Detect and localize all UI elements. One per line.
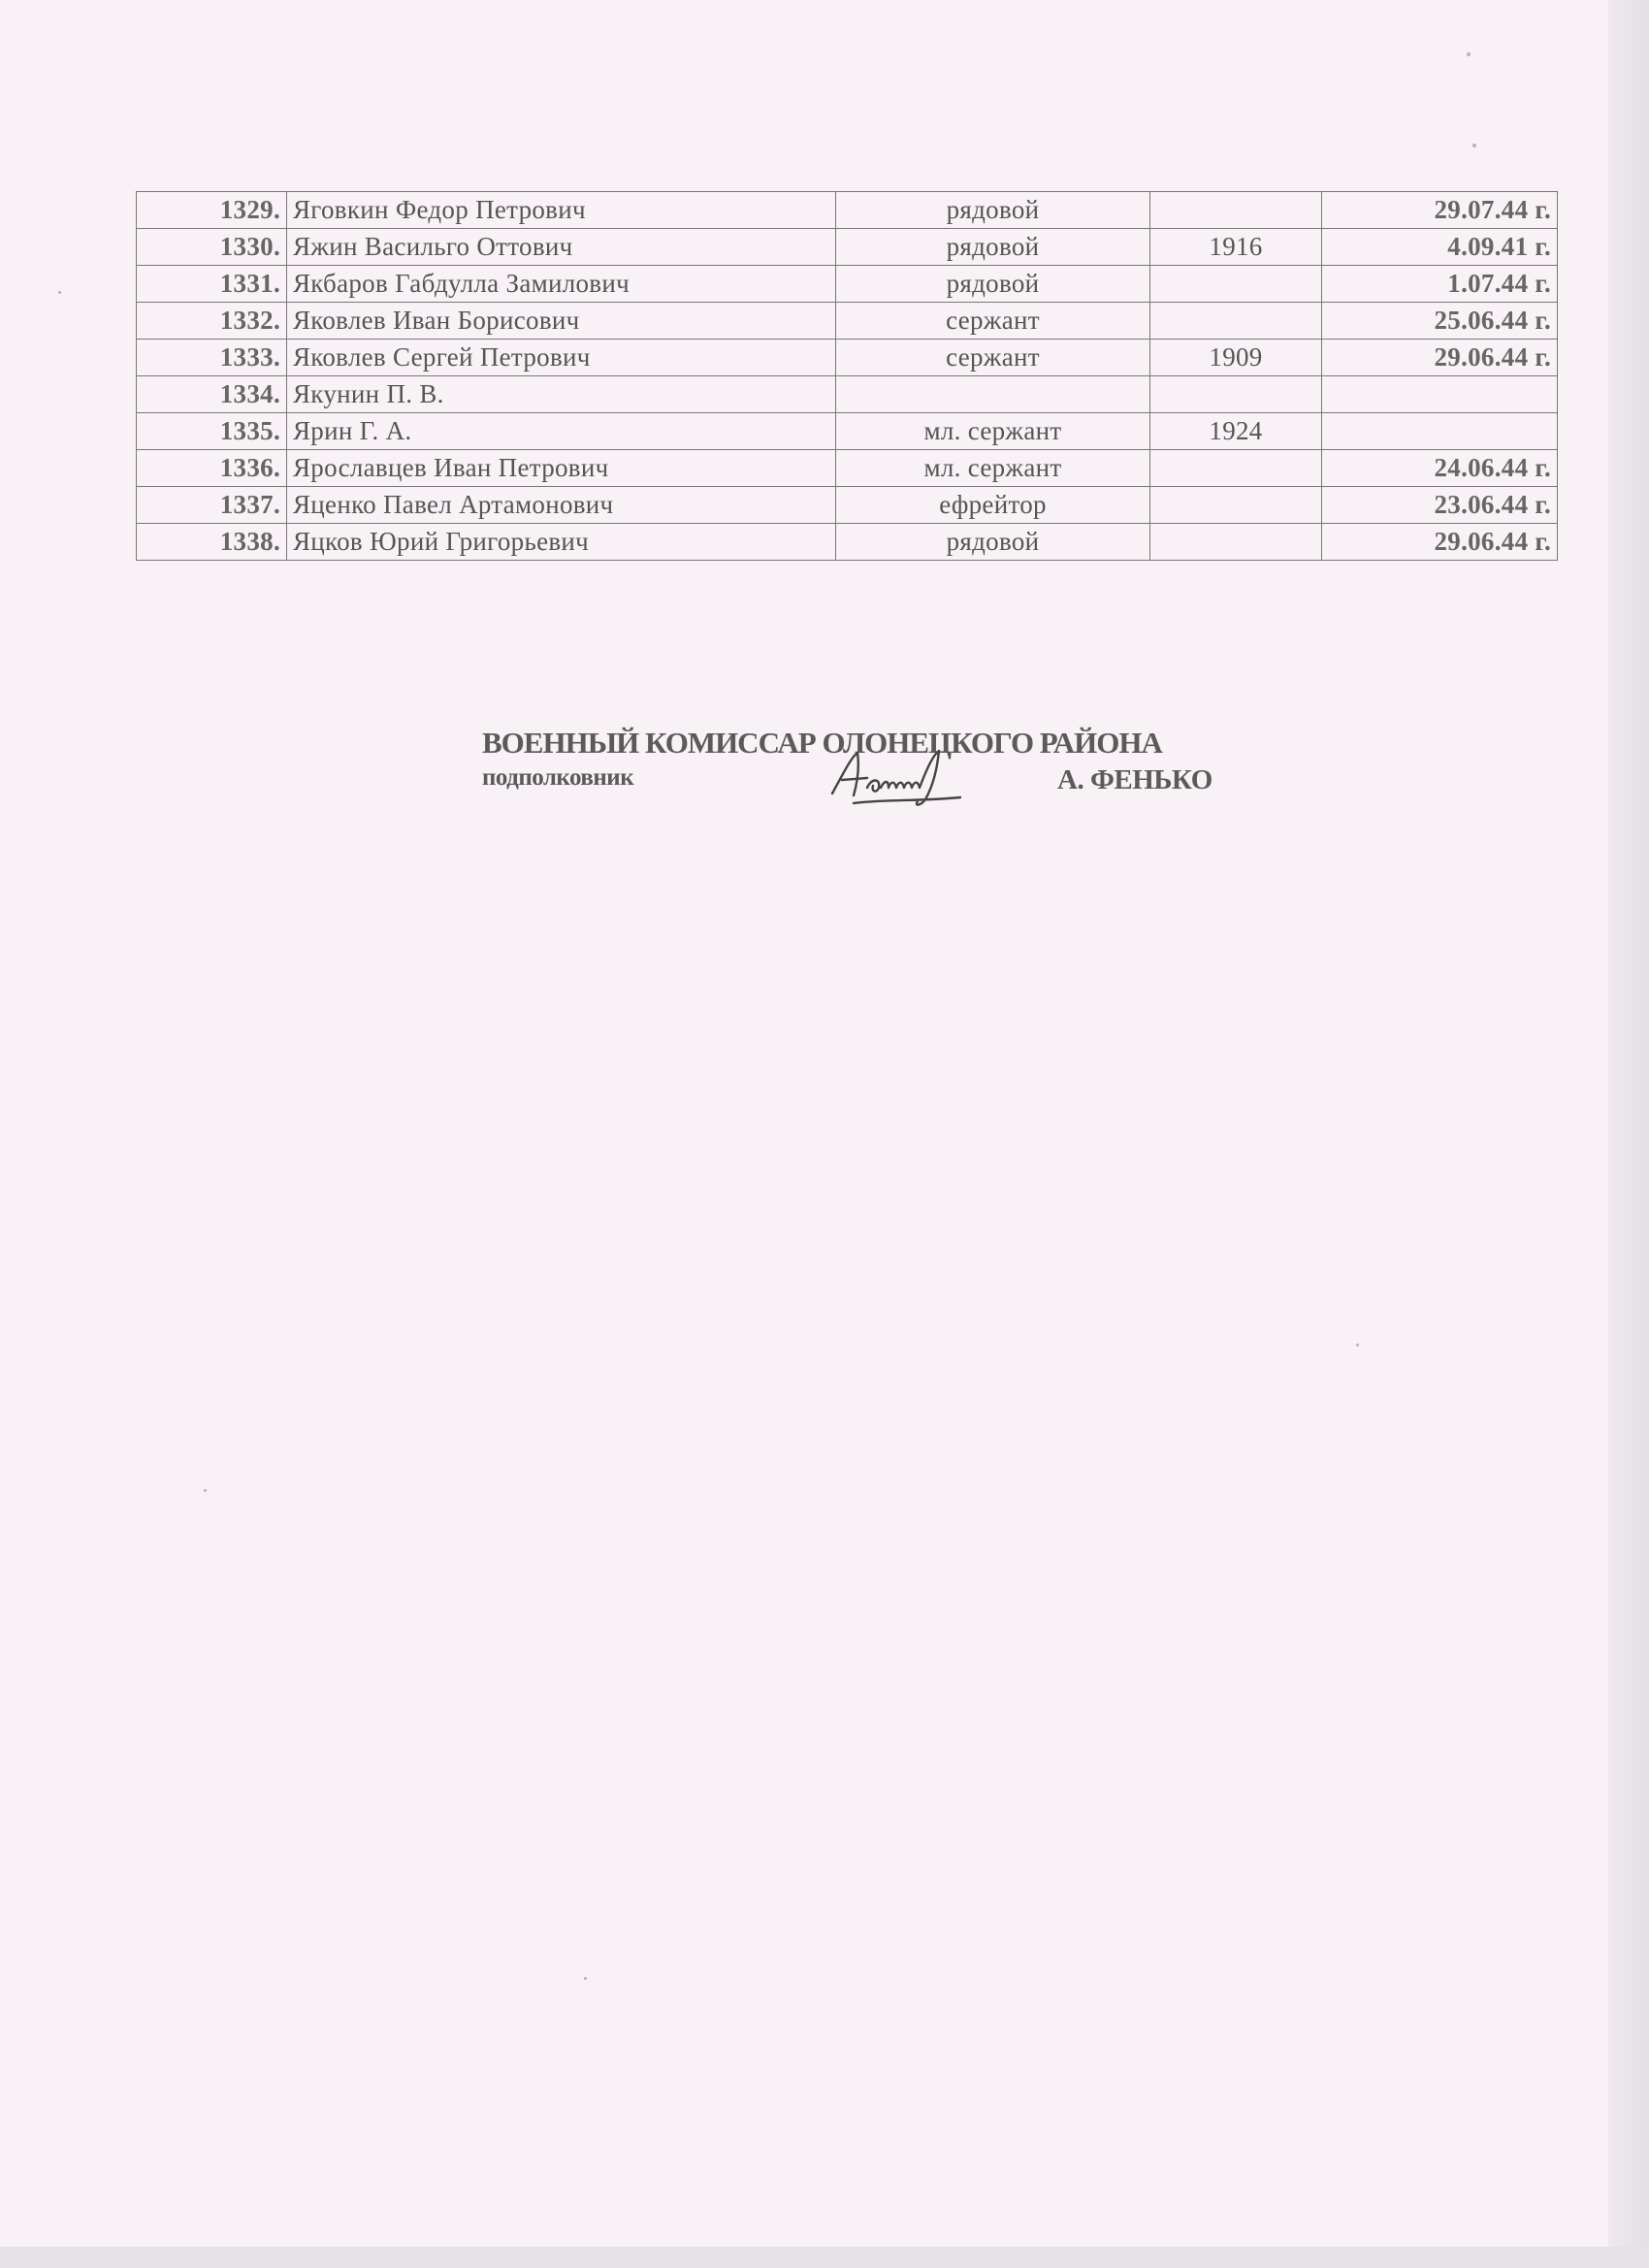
signature-line — [482, 761, 1287, 805]
soldier-name: Якбаров Габдулла Замилович — [287, 266, 836, 303]
soldier-name: Яценко Павел Артамонович — [287, 487, 836, 524]
soldier-name: Яковлев Сергей Петрович — [287, 340, 836, 376]
birth-year — [1150, 192, 1322, 229]
soldier-rank: мл. сержант — [836, 413, 1150, 450]
scan-speck — [584, 1977, 587, 1980]
date-of-death: 24.06.44 г. — [1322, 450, 1558, 487]
soldier-rank: рядовой — [836, 524, 1150, 561]
table-row — [137, 192, 1558, 229]
soldier-name: Яговкин Федор Петрович — [287, 192, 836, 229]
birth-year — [1150, 376, 1322, 413]
table-row — [137, 376, 1558, 413]
row-number: 1338. — [137, 524, 287, 561]
birth-year — [1150, 524, 1322, 561]
table-row — [137, 450, 1558, 487]
birth-year: 1924 — [1150, 413, 1322, 450]
scan-speck — [58, 291, 61, 294]
date-of-death: 29.06.44 г. — [1322, 340, 1558, 376]
table-row — [137, 413, 1558, 450]
scan-speck — [1467, 52, 1471, 56]
birth-year — [1150, 303, 1322, 340]
officer-name: А. ФЕНЬКО — [1057, 764, 1212, 795]
soldier-rank: рядовой — [836, 266, 1150, 303]
soldier-name: Ярославцев Иван Петрович — [287, 450, 836, 487]
page-bottom-shadow — [0, 2247, 1649, 2268]
date-of-death: 1.07.44 г. — [1322, 266, 1558, 303]
soldier-rank: ефрейтор — [836, 487, 1150, 524]
row-number: 1329. — [137, 192, 287, 229]
birth-year: 1916 — [1150, 229, 1322, 266]
casualty-roster-table — [136, 191, 1558, 561]
soldier-rank: рядовой — [836, 229, 1150, 266]
scan-speck — [1356, 1344, 1359, 1346]
soldier-name: Якунин П. В. — [287, 376, 836, 413]
commissar-title: ВОЕННЫЙ КОМИССАР ОЛОНЕЦКОГО РАЙОНА — [482, 726, 1162, 760]
table-row — [137, 524, 1558, 561]
soldier-rank: сержант — [836, 303, 1150, 340]
soldier-rank: мл. сержант — [836, 450, 1150, 487]
row-number: 1335. — [137, 413, 287, 450]
birth-year — [1150, 266, 1322, 303]
row-number: 1330. — [137, 229, 287, 266]
date-of-death: 4.09.41 г. — [1322, 229, 1558, 266]
row-number: 1331. — [137, 266, 287, 303]
table-row — [137, 487, 1558, 524]
page-edge-shadow — [1608, 0, 1649, 2268]
soldier-rank: сержант — [836, 340, 1150, 376]
table-row — [137, 303, 1558, 340]
table-row — [137, 340, 1558, 376]
scan-speck — [1472, 144, 1476, 147]
roster-body — [137, 192, 1558, 561]
soldier-rank: рядовой — [836, 192, 1150, 229]
birth-year: 1909 — [1150, 340, 1322, 376]
soldier-name: Яковлев Иван Борисович — [287, 303, 836, 340]
soldier-name: Яцков Юрий Григорьевич — [287, 524, 836, 561]
handwritten-signature-icon — [824, 743, 970, 813]
date-of-death: 29.07.44 г. — [1322, 192, 1558, 229]
row-number: 1337. — [137, 487, 287, 524]
row-number: 1336. — [137, 450, 287, 487]
soldier-name: Яжин Васильго Оттович — [287, 229, 836, 266]
date-of-death — [1322, 376, 1558, 413]
soldier-name: Ярин Г. А. — [287, 413, 836, 450]
row-number: 1334. — [137, 376, 287, 413]
signature-block — [482, 726, 1287, 805]
date-of-death — [1322, 413, 1558, 450]
officer-rank: подполковник — [482, 764, 634, 791]
row-number: 1333. — [137, 340, 287, 376]
birth-year — [1150, 487, 1322, 524]
soldier-rank — [836, 376, 1150, 413]
date-of-death: 29.06.44 г. — [1322, 524, 1558, 561]
birth-year — [1150, 450, 1322, 487]
row-number: 1332. — [137, 303, 287, 340]
date-of-death: 23.06.44 г. — [1322, 487, 1558, 524]
table-row — [137, 229, 1558, 266]
date-of-death: 25.06.44 г. — [1322, 303, 1558, 340]
scan-speck — [204, 1489, 207, 1492]
table-row — [137, 266, 1558, 303]
